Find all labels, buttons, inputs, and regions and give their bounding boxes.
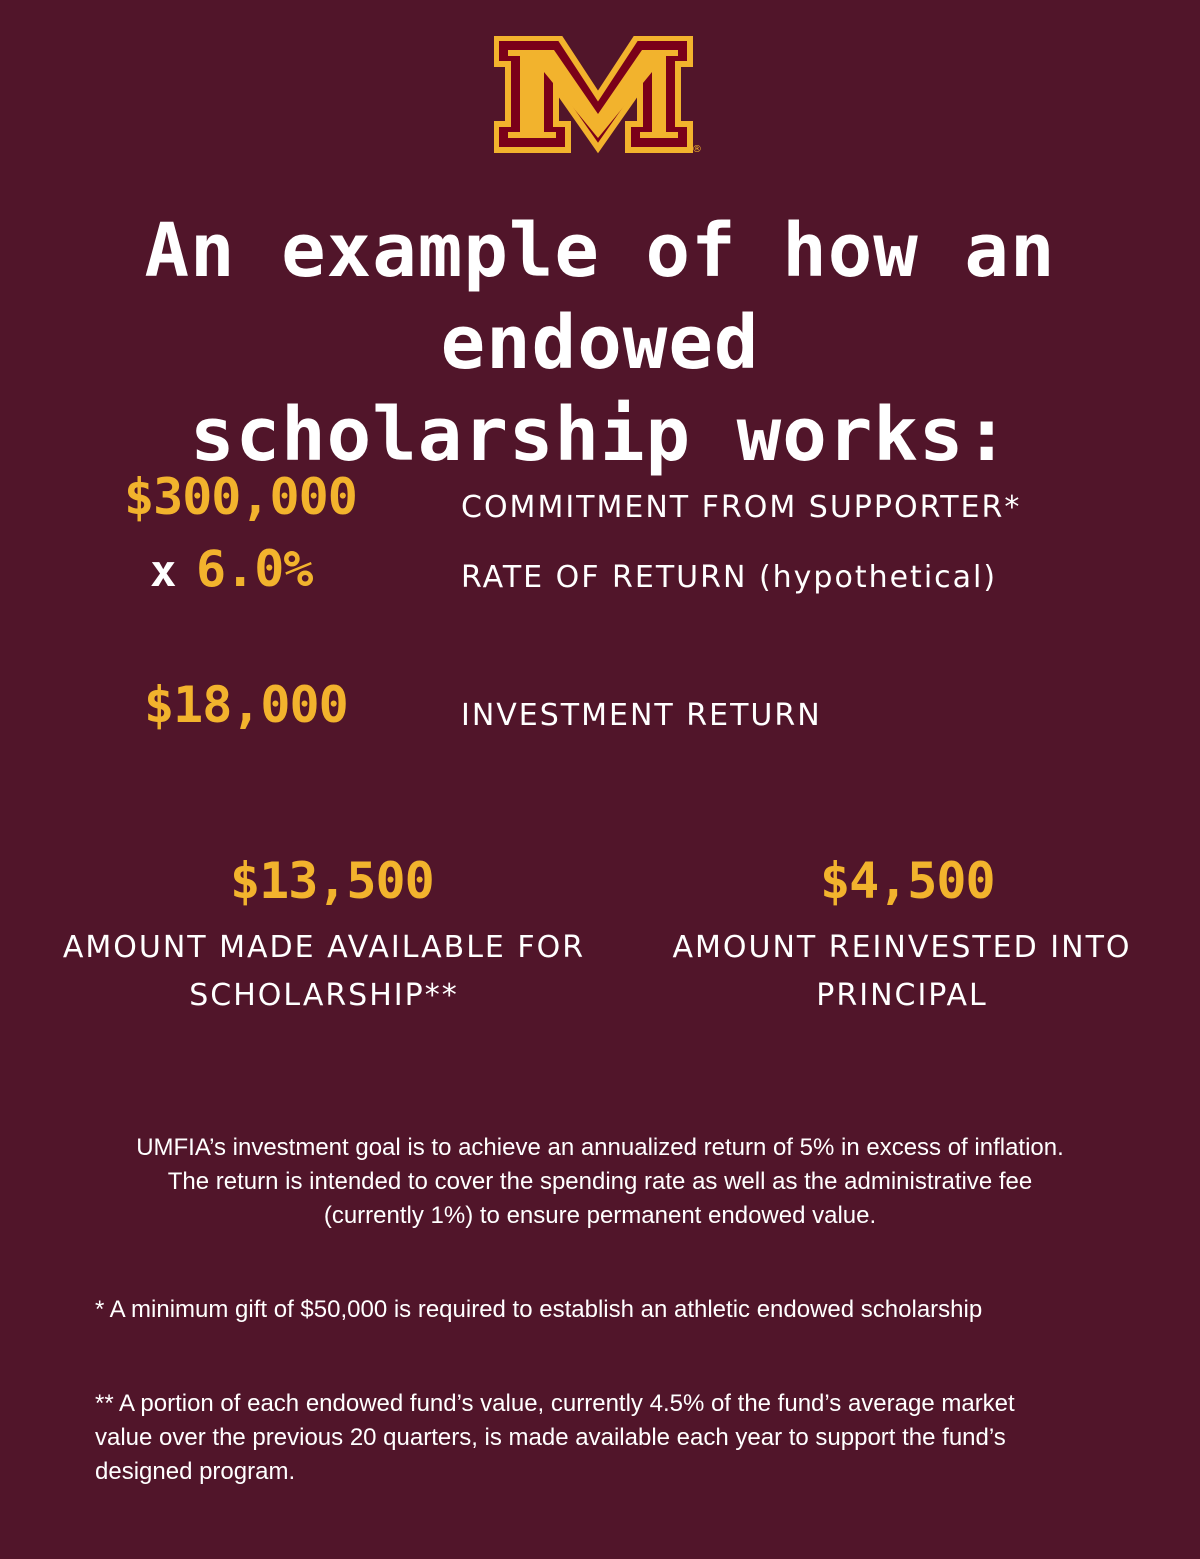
reinvested-label	[640, 924, 1164, 1020]
multiply-sign: x	[150, 546, 177, 597]
reinvested-label-line-2: PRINCIPAL	[816, 978, 988, 1013]
investment-return-value: $18,000	[144, 676, 348, 734]
footnote-spending-line-3: designed program.	[95, 1458, 296, 1485]
umfia-note	[0, 1131, 1200, 1233]
registered-mark: ®	[692, 144, 702, 155]
footnote-minimum-gift: * A minimum gift of $50,000 is required to establish an athletic endowed scholarship	[95, 1296, 983, 1323]
title-line-1: An example of how an endowed	[144, 208, 1056, 386]
umfia-note-line-3: (currently 1%) to ensure permanent endowed value.	[323, 1202, 877, 1229]
footnote-spending-line-2: value over the previous 20 quarters, is made available each year to support the fund’s	[95, 1424, 1006, 1451]
scholarship-label-line-1: AMOUNT MADE AVAILABLE FOR	[62, 930, 586, 965]
scholarship-label	[24, 924, 624, 1020]
umfia-note-line-1: UMFIA’s investment goal is to achieve an annualized return of 5% in excess of inflation.	[136, 1134, 1064, 1161]
commitment-label: COMMITMENT FROM SUPPORTER*	[461, 490, 1022, 525]
rate-value: 6.0%	[196, 540, 313, 598]
title-line-2: scholarship works:	[190, 392, 1010, 478]
scholarship-amount: $13,500	[230, 852, 434, 910]
investment-return-label: INVESTMENT RETURN	[461, 698, 822, 733]
university-m-logo	[494, 36, 706, 156]
umfia-note-line-2: The return is intended to cover the spending rate as well as the administrative fee	[167, 1168, 1033, 1195]
page-title	[0, 205, 1200, 481]
footnote-spending-policy	[95, 1387, 1145, 1489]
footnote-spending-line-1: ** A portion of each endowed fund’s value, currently 4.5% of the fund’s average market	[95, 1390, 1015, 1417]
commitment-value: $300,000	[124, 468, 357, 526]
reinvested-amount: $4,500	[820, 852, 995, 910]
scholarship-label-line-2: SCHOLARSHIP**	[189, 978, 459, 1013]
reinvested-label-line-1: AMOUNT REINVESTED INTO	[672, 930, 1132, 965]
rate-label: RATE OF RETURN (hypothetical)	[461, 560, 998, 595]
